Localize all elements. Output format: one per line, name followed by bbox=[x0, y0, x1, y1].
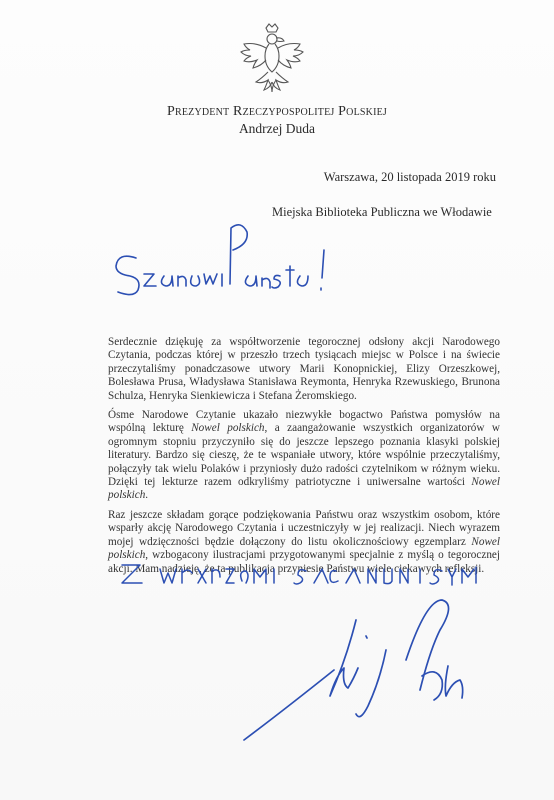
handwritten-signature bbox=[236, 590, 476, 750]
letterhead bbox=[0, 103, 554, 137]
letterhead-name: Andrzej Duda bbox=[238, 121, 316, 136]
body-paragraph-3: Raz jeszcze składam gorące podziękowania Państwu oraz wszystkim osobom, które wsparły akcję Narodowego Czytania i uczestniczyły w jej realizacji. Niech wyrazem mojej wdzięczności będzie dołączony do listu okolicznościowy egzemplarz Nowel polskich, wzbogacony ilustracjami przygotowanymi specjalnie z myślą o tegorocznej akcji. Mam nadzieję, że ta publikacja przyniesie Państwu wiele ciekawych refleksji. bbox=[108, 508, 500, 575]
handwritten-closing bbox=[118, 555, 478, 595]
letter-body bbox=[108, 336, 500, 582]
letterhead-title: Prezydent Rzeczypospolitej Polskiej bbox=[166, 104, 387, 119]
date-line: Warszawa, 20 listopada 2019 roku bbox=[323, 170, 496, 184]
handwritten-salutation bbox=[108, 224, 338, 314]
recipient: Miejska Biblioteka Publiczna we Włodawie bbox=[272, 205, 492, 219]
body-paragraph-1: Serdecznie dziękuję za współtworzenie tegorocznej odsłony akcji Narodowego Czytania, podczas której w przeszło trzech tysiącach miejsc w Polsce i na świecie przeczytaliśmy ponadczasowe utwory Marii Konopnickiej, Elizy Orzeszkowej, Bolesława Prusa, Władysława Stanisława Reymonta, Henryka Rzewuskiego, Brunona Schulza, Henryka Sienkiewicza i Stefana Żeromskiego. bbox=[108, 336, 500, 402]
body-paragraph-2: Ósme Narodowe Czytanie ukazało niezwykłe bogactwo Państwa pomysłów na wspólną lekturę Nowel polskich, a zaangażowanie wszystkich organizatorów w ogromnym stopniu przyczyniło się do jeszcze lepszego poznania klasyki polskiej literatury. Bardzo się cieszę, że te wspaniałe utwory, które wspólnie przeczytaliśmy, połączyły tak wielu Polaków i przyniosły dużo radości czytelnikom w różnym wieku. Dzięki tej lekturze razem odkryliśmy patriotyczne i uniwersalne wartości Nowel polskich. bbox=[108, 409, 500, 502]
polish-eagle-emblem-icon bbox=[238, 22, 306, 96]
